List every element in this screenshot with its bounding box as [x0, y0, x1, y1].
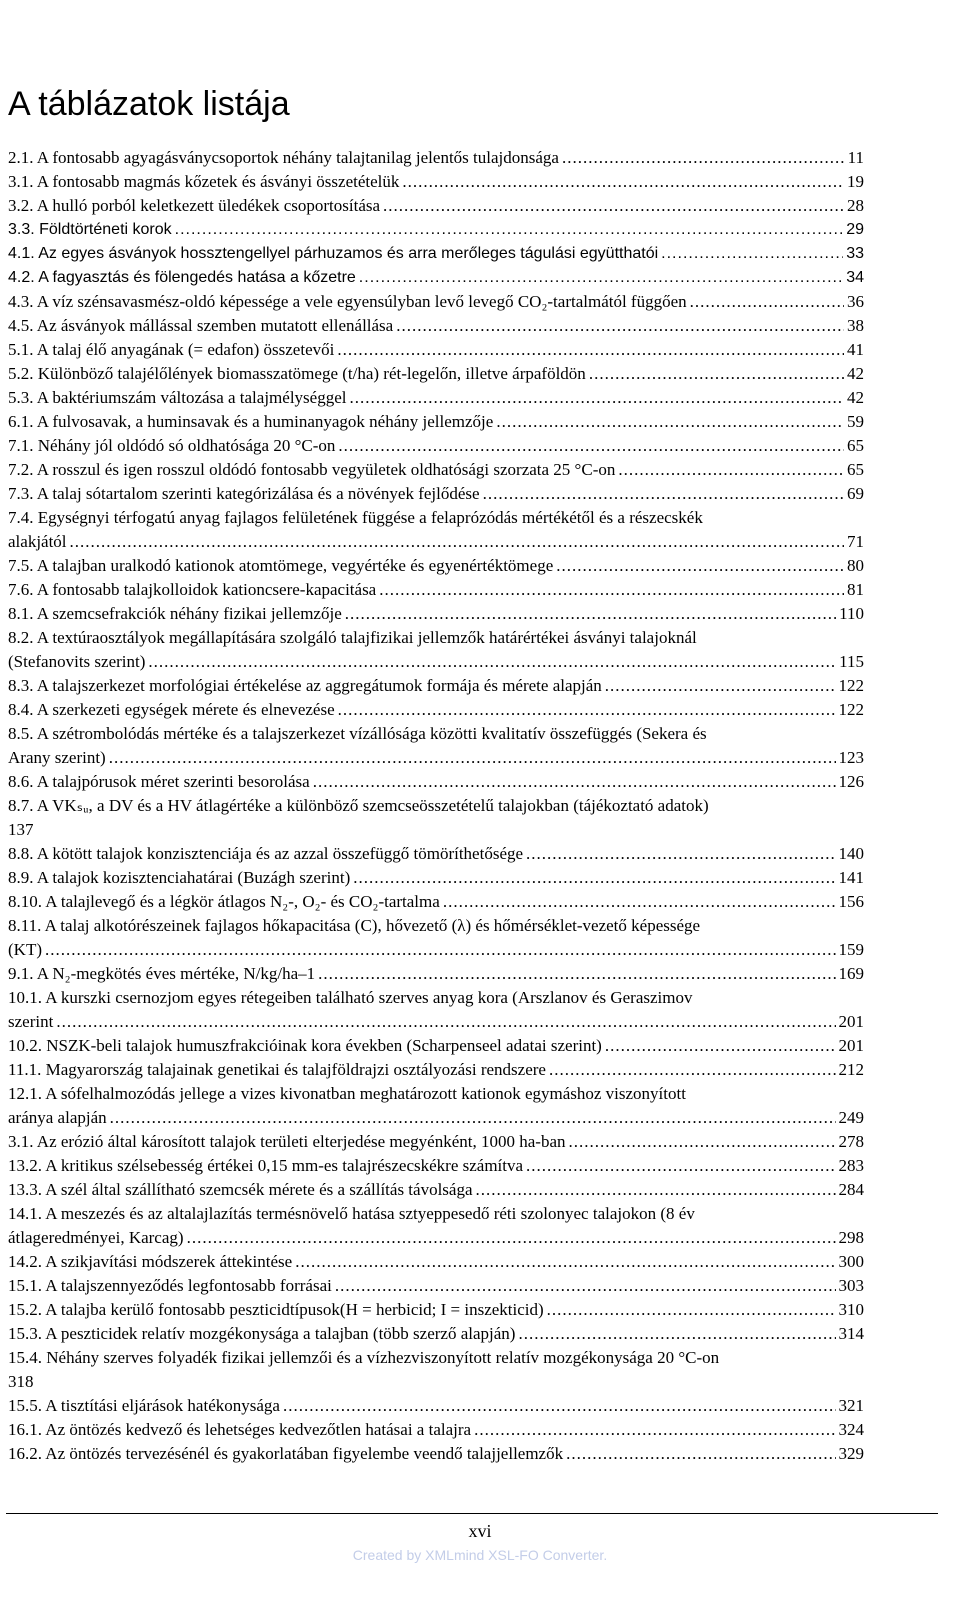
toc-entry-page: 314: [836, 1322, 865, 1346]
toc-entry-page: 33: [843, 242, 864, 266]
toc-entry-title: 6.1. A fulvosavak, a huminsavak és a huminanyagok néhány jellemzője: [8, 410, 496, 434]
toc-dot-leader: [566, 1442, 835, 1466]
toc-entry-title: 8.3. A talajszerkezet morfológiai értékelése az aggregátumok formája és mérete alapján: [8, 674, 605, 698]
toc-entry-title: 4.5. Az ásványok mállással szemben mutatott ellenállása: [8, 314, 396, 338]
toc-dot-leader: [547, 1298, 836, 1322]
toc-entry-leader-line: [8, 1442, 864, 1466]
toc-entry[interactable]: [8, 866, 864, 890]
toc-entry-title-line: 7.4. Egységnyi térfogatú anyag fajlagos felületének függése a felaprózódás mértékétől és a részecskék: [8, 508, 703, 527]
toc-entry-page: 141: [836, 866, 865, 890]
toc-entry[interactable]: [8, 626, 864, 674]
toc-entry-leader-line: [8, 1418, 864, 1442]
toc-entry-leader-line: [8, 1130, 864, 1154]
toc-entry[interactable]: [8, 410, 864, 434]
toc-entry-title-line: 8.2. A textúraosztályok megállapítására szolgáló talajfizikai jellemzők határértékei ásványi talajoknál: [8, 628, 697, 647]
toc-entry-leader-line: [8, 266, 864, 290]
toc-entry-title: 4.2. A fagyasztás és fölengedés hatása a kőzetre: [8, 266, 359, 290]
toc-entry-title: 5.2. Különböző talajélőlények biomasszatömege (t/ha) rét-legelőn, illetve árpaföldön: [8, 362, 589, 386]
toc-entry[interactable]: [8, 1394, 864, 1418]
toc-entry-page: 201: [836, 1034, 865, 1058]
toc-dot-leader: [295, 1250, 835, 1274]
toc-dot-leader: [56, 1010, 835, 1034]
toc-entry-title: 7.3. A talaj sótartalom szerinti kategórizálása és a növények fejlődése: [8, 482, 483, 506]
toc-entry-title-line: 14.1. A meszezés és az altalajlazítás termésnövelő hatása sztyeppesedő réti szolonyec talajokon (8 év: [8, 1204, 695, 1223]
toc-entry[interactable]: [8, 578, 864, 602]
toc-entry-title: 8.4. A szerkezeti egységek mérete és elnevezése: [8, 698, 338, 722]
toc-entry-leader-line: [8, 1226, 864, 1250]
toc-entry[interactable]: [8, 1250, 864, 1274]
toc-entry-title: 11.1. Magyarország talajainak genetikai és talajföldrajzi osztályozási rendszere: [8, 1058, 549, 1082]
toc-entry-page: 115: [836, 650, 864, 674]
toc-entry-leader-line: [8, 362, 864, 386]
toc-entry-title: 13.3. A szél által szállítható szemcsék mérete és a szállítás távolsága: [8, 1178, 476, 1202]
page-title: A táblázatok listája: [8, 85, 290, 123]
toc-dot-leader: [313, 770, 836, 794]
toc-entry-page: 137: [8, 818, 34, 842]
footer-rule: [6, 1513, 938, 1514]
toc-entry[interactable]: [8, 1418, 864, 1442]
toc-entry[interactable]: [8, 290, 864, 314]
toc-entry-page: 65: [844, 434, 864, 458]
toc-entry-leader-line: [8, 194, 864, 218]
toc-entry-page: 80: [844, 554, 864, 578]
toc-entry[interactable]: [8, 1034, 864, 1058]
toc-entry-page: 123: [836, 746, 865, 770]
toc-entry-leader-line: [8, 962, 864, 986]
toc-dot-leader: [45, 938, 836, 962]
toc-entry-title: 8.10. A talajlevegő és a légkör átlagos N₂-, O₂- és CO₂-tartalma: [8, 890, 443, 914]
toc-entry-leader-line: [8, 1250, 864, 1274]
toc-entry-leader-line: [8, 938, 864, 962]
toc-entry-title: 8.1. A szemcsefrakciók néhány fizikai jellemzője: [8, 602, 345, 626]
toc-entry-leader-line: [8, 890, 864, 914]
toc-entry-leader-line: [8, 170, 864, 194]
toc-dot-leader: [618, 458, 844, 482]
toc-entry-page: 159: [836, 938, 865, 962]
toc-entry-title: 7.1. Néhány jól oldódó só oldhatósága 20 °C-on: [8, 434, 338, 458]
toc-entry-page: 310: [836, 1298, 865, 1322]
toc-entry-page: 212: [836, 1058, 865, 1082]
toc-entry-title: 7.2. A rosszul és igen rosszul oldódó fontosabb vegyületek oldhatósági szorzata 25 °C-on: [8, 458, 618, 482]
toc-entry-leader-line: [8, 1394, 864, 1418]
toc-dot-leader: [402, 170, 844, 194]
toc-dot-leader: [569, 1130, 836, 1154]
toc-entry-title-line: 10.1. A kurszki csernozjom egyes rétegeiben található szerves anyag kora (Arszlanov és Geraszimov: [8, 988, 693, 1007]
toc-entry-leader-line: [8, 746, 864, 770]
toc-entry[interactable]: [8, 890, 864, 914]
toc-entry[interactable]: [8, 386, 864, 410]
toc-entry-page: 65: [844, 458, 864, 482]
toc-dot-leader: [345, 602, 836, 626]
toc-entry-page: 126: [836, 770, 865, 794]
toc-entry-title-line: 15.4. Néhány szerves folyadék fizikai jellemzői és a vízhezviszonyított relatív mozgékonysága 20 °C-on: [8, 1348, 720, 1367]
toc-entry-page: 42: [844, 362, 864, 386]
toc-entry-title: 14.2. A szikjavítási módszerek áttekintése: [8, 1250, 295, 1274]
toc-entry-leader-line: [8, 1370, 864, 1394]
toc-dot-leader: [605, 674, 836, 698]
toc-dot-leader: [549, 1058, 836, 1082]
toc-entry-title: 2.1. A fontosabb agyagásványcsoportok néhány talajtanilag jelentős tulajdonsága: [8, 146, 562, 170]
toc-entry-leader-line: [8, 650, 864, 674]
toc-entry-leader-line: [8, 482, 864, 506]
toc-entry[interactable]: [8, 698, 864, 722]
toc-entry-page: 122: [836, 698, 865, 722]
toc-entry[interactable]: [8, 794, 864, 842]
toc-entry-title: 3.1. Az erózió által károsított talajok területi elterjedése megyénként, 1000 ha-ban: [8, 1130, 569, 1154]
toc-entry-page: 298: [836, 1226, 865, 1250]
toc-entry-page: 41: [844, 338, 864, 362]
toc-entry-leader-line: [8, 1298, 864, 1322]
toc-entry-page: 278: [836, 1130, 865, 1154]
toc-entry[interactable]: [8, 1202, 864, 1250]
toc-dot-leader: [353, 866, 835, 890]
toc-entry[interactable]: [8, 1178, 864, 1202]
toc-dot-leader: [605, 1034, 836, 1058]
toc-entry-title: aránya alapján: [8, 1106, 110, 1130]
toc-entry[interactable]: [8, 506, 864, 554]
toc-entry-title: 15.3. A peszticidek relatív mozgékonysága a talajban (több szerző alapján): [8, 1322, 518, 1346]
toc-entry[interactable]: [8, 314, 864, 338]
toc-entry-page: 284: [836, 1178, 865, 1202]
toc-entry[interactable]: [8, 554, 864, 578]
toc-entry[interactable]: [8, 770, 864, 794]
toc-dot-leader: [175, 218, 844, 242]
toc-entry-page: 81: [844, 578, 864, 602]
toc-entry-leader-line: [8, 338, 864, 362]
toc-dot-leader: [359, 266, 843, 290]
toc-dot-leader: [396, 314, 844, 338]
toc-entry-leader-line: [8, 842, 864, 866]
toc-dot-leader: [589, 362, 844, 386]
toc-entry[interactable]: [8, 242, 864, 266]
toc-entry-leader-line: [8, 218, 864, 242]
toc-entry[interactable]: [8, 722, 864, 770]
toc-entry-page: 300: [836, 1250, 865, 1274]
toc-entry-page: 201: [836, 1010, 865, 1034]
toc-entry-leader-line: [8, 410, 864, 434]
toc-entry-page: 140: [836, 842, 865, 866]
toc-entry[interactable]: [8, 194, 864, 218]
toc-entry-title: átlageredményei, Karcag): [8, 1226, 187, 1250]
toc-entry-title: 3.2. A hulló porból keletkezett üledékek csoportosítása: [8, 194, 383, 218]
toc-entry[interactable]: [8, 482, 864, 506]
toc-entry[interactable]: [8, 1082, 864, 1130]
toc-dot-leader: [335, 1274, 836, 1298]
toc-entry-title: 10.2. NSZK-beli talajok humuszfrakcióinak kora években (Scharpenseel adatai szerint): [8, 1034, 605, 1058]
creator-note: Created by XMLmind XSL-FO Converter.: [352, 1547, 608, 1563]
toc-entry-page: 122: [836, 674, 865, 698]
toc-dot-leader: [661, 242, 843, 266]
toc-entry-title: 16.2. Az öntözés tervezésénél és gyakorlatában figyelembe veendő talajjellemzők: [8, 1442, 566, 1466]
toc-entry[interactable]: [8, 146, 864, 170]
toc-entry[interactable]: [8, 170, 864, 194]
toc-entry-leader-line: [8, 1034, 864, 1058]
toc-entry-page: 34: [843, 266, 864, 290]
toc-entry-page: 38: [844, 314, 864, 338]
toc-entry-page: 69: [844, 482, 864, 506]
toc-entry-leader-line: [8, 770, 864, 794]
toc-entry-page: 321: [836, 1394, 865, 1418]
toc-entry-leader-line: [8, 1178, 864, 1202]
toc-dot-leader: [526, 842, 835, 866]
toc-entry[interactable]: [8, 218, 864, 242]
toc-entry-title-line: 8.7. A VKₛᵤ, a DV és a HV átlagértéke a különböző szemcseösszetételű talajokban (tájékoztató adatok): [8, 796, 709, 815]
toc-dot-leader: [338, 698, 836, 722]
toc-dot-leader: [474, 1418, 835, 1442]
toc-entry[interactable]: [8, 458, 864, 482]
toc-entry-page: 169: [836, 962, 865, 986]
toc-entry-page: 283: [836, 1154, 865, 1178]
toc-entry-page: 156: [836, 890, 865, 914]
toc-entry-leader-line: [8, 290, 864, 314]
toc-dot-leader: [337, 338, 844, 362]
toc-dot-leader: [148, 650, 836, 674]
toc-entry[interactable]: [8, 1058, 864, 1082]
toc-entry-page: 71: [844, 530, 864, 554]
toc-entry-title: 7.5. A talajban uralkodó kationok atomtömege, vegyértéke és egyenértéktömege: [8, 554, 556, 578]
toc-entry-title: 3.3. Földtörténeti korok: [8, 218, 175, 242]
toc-dot-leader: [70, 530, 844, 554]
toc-entry[interactable]: [8, 914, 864, 962]
toc-entry-title-line: 8.5. A szétrombolódás mértéke és a talajszerkezet vízállósága közötti kvalitatív összefüggés (Sekera és: [8, 724, 707, 743]
toc-dot-leader: [518, 1322, 835, 1346]
toc-entry-leader-line: [8, 578, 864, 602]
toc-entry-title: 13.2. A kritikus szélsebesség értékei 0,15 mm-es talajrészecskékre számítva: [8, 1154, 526, 1178]
toc-entry[interactable]: [8, 1298, 864, 1322]
toc-entry[interactable]: [8, 434, 864, 458]
toc-entry[interactable]: [8, 1346, 864, 1394]
toc-dot-leader: [110, 1106, 836, 1130]
toc-entry-title: (Stefanovits szerint): [8, 650, 148, 674]
toc-entry-page: 303: [836, 1274, 865, 1298]
toc-entry-page: 19: [844, 170, 864, 194]
toc-entry-leader-line: [8, 1274, 864, 1298]
toc-dot-leader: [483, 482, 844, 506]
toc-dot-leader: [338, 434, 844, 458]
toc-entry-page: 318: [8, 1370, 34, 1394]
toc-entry-page: 42: [844, 386, 864, 410]
toc-entry-page: 28: [844, 194, 864, 218]
toc-entry-title: 3.1. A fontosabb magmás kőzetek és ásványi összetételük: [8, 170, 402, 194]
toc-entry[interactable]: [8, 674, 864, 698]
toc-entry-leader-line: [8, 674, 864, 698]
toc-dot-leader: [109, 746, 836, 770]
toc-entry-title: (KT): [8, 938, 45, 962]
toc-dot-leader: [379, 578, 844, 602]
toc-entry-title: 16.1. Az öntözés kedvező és lehetséges kedvezőtlen hatásai a talajra: [8, 1418, 474, 1442]
toc-entry[interactable]: [8, 1130, 864, 1154]
toc-dot-leader: [526, 1154, 835, 1178]
toc-entry-leader-line: [8, 1106, 864, 1130]
toc-dot-leader: [283, 1394, 836, 1418]
toc-entry-leader-line: [8, 314, 864, 338]
toc-entry-leader-line: [8, 458, 864, 482]
toc-entry[interactable]: [8, 602, 864, 626]
toc-dot-leader: [318, 962, 835, 986]
toc-entry-title: szerint: [8, 1010, 56, 1034]
table-list: [8, 146, 864, 1466]
toc-entry-leader-line: [8, 602, 864, 626]
toc-entry-title: 9.1. A N₂-megkötés éves mértéke, N/kg/ha–1: [8, 962, 318, 986]
toc-entry-title: 4.1. Az egyes ásványok hossztengellyel párhuzamos és arra merőleges tágulási együtthatói: [8, 242, 661, 266]
toc-entry-title: 5.1. A talaj élő anyagának (= edafon) összetevői: [8, 338, 337, 362]
toc-dot-leader: [349, 386, 844, 410]
toc-dot-leader: [556, 554, 844, 578]
toc-entry-leader-line: [8, 530, 864, 554]
toc-dot-leader: [562, 146, 845, 170]
toc-entry-leader-line: [8, 242, 864, 266]
toc-entry-leader-line: [8, 386, 864, 410]
toc-entry[interactable]: [8, 1442, 864, 1466]
toc-entry-page: 11: [845, 146, 864, 170]
toc-entry[interactable]: [8, 842, 864, 866]
toc-entry-leader-line: [8, 554, 864, 578]
toc-entry-title: 8.9. A talajok kozisztenciahatárai (Buzágh szerint): [8, 866, 353, 890]
toc-entry[interactable]: [8, 962, 864, 986]
toc-dot-leader: [690, 290, 844, 314]
toc-entry-leader-line: [8, 1058, 864, 1082]
toc-dot-leader: [443, 890, 836, 914]
toc-entry-title: 8.8. A kötött talajok konzisztenciája és az azzal összefüggő tömöríthetősége: [8, 842, 526, 866]
toc-entry-page: 110: [836, 602, 864, 626]
toc-entry[interactable]: [8, 266, 864, 290]
toc-entry-title: alakjától: [8, 530, 70, 554]
toc-entry-title: 15.1. A talajszennyeződés legfontosabb forrásai: [8, 1274, 335, 1298]
toc-entry-leader-line: [8, 434, 864, 458]
toc-entry-page: 249: [836, 1106, 865, 1130]
toc-dot-leader: [383, 194, 844, 218]
toc-entry-title-line: 12.1. A sófelhalmozódás jellege a vizes kivonatban meghatározott kationok egymáshoz viszonyított: [8, 1084, 686, 1103]
toc-entry-page: 324: [836, 1418, 865, 1442]
toc-entry[interactable]: [8, 1322, 864, 1346]
toc-entry[interactable]: [8, 338, 864, 362]
toc-entry[interactable]: [8, 1274, 864, 1298]
toc-entry-page: 36: [844, 290, 864, 314]
toc-entry[interactable]: [8, 986, 864, 1034]
toc-entry-title: 15.5. A tisztítási eljárások hatékonysága: [8, 1394, 283, 1418]
toc-entry-leader-line: [8, 1010, 864, 1034]
toc-entry[interactable]: [8, 1154, 864, 1178]
toc-entry-title: 15.2. A talajba kerülő fontosabb peszticidtípusok(H = herbicid; I = inszekticid): [8, 1298, 547, 1322]
toc-dot-leader: [476, 1178, 836, 1202]
toc-entry-leader-line: [8, 146, 864, 170]
toc-entry-leader-line: [8, 1322, 864, 1346]
page-number: xvi: [468, 1521, 492, 1541]
toc-entry-page: 59: [844, 410, 864, 434]
toc-entry-title: 4.3. A víz szénsavasmész-oldó képessége a vele egyensúlyban levő levegő CO₂-tartalmától függően: [8, 290, 690, 314]
toc-entry-title-line: 8.11. A talaj alkotórészeinek fajlagos hőkapacitása (C), hővezető (λ) és hőmérséklet-vezető képessége: [8, 916, 701, 935]
toc-entry-title: 8.6. A talajpórusok méret szerinti besorolása: [8, 770, 313, 794]
toc-dot-leader: [187, 1226, 836, 1250]
toc-entry-page: 29: [843, 218, 864, 242]
toc-entry-title: Arany szerint): [8, 746, 109, 770]
toc-entry-title: 5.3. A baktériumszám változása a talajmélységgel: [8, 386, 349, 410]
toc-entry-leader-line: [8, 818, 864, 842]
toc-entry-page: 329: [836, 1442, 865, 1466]
toc-entry-leader-line: [8, 866, 864, 890]
toc-dot-leader: [496, 410, 844, 434]
toc-entry[interactable]: [8, 362, 864, 386]
toc-entry-title: 7.6. A fontosabb talajkolloidok kationcsere-kapacitása: [8, 578, 379, 602]
toc-entry-leader-line: [8, 1154, 864, 1178]
toc-entry-leader-line: [8, 698, 864, 722]
